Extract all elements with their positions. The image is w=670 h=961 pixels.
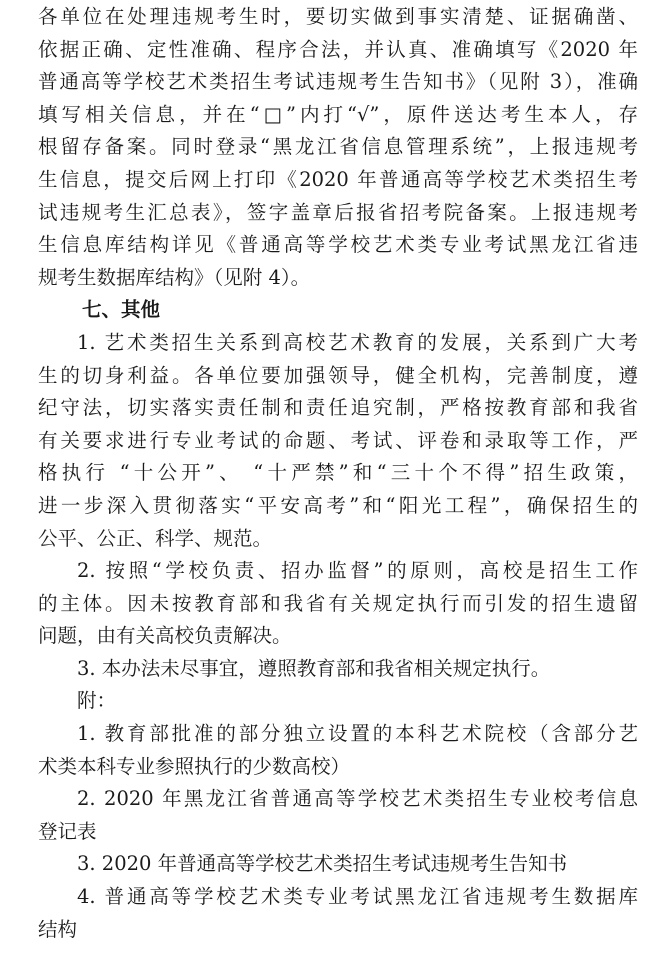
text-line: 各单位在处理违规考生时，要切实做到事实清楚、证据确凿、: [38, 5, 638, 28]
text-line: 生信息库结构详见《普通高等学校艺术类专业考试黑龙江省违: [38, 233, 638, 257]
text-line: 问题，由有关高校负责解决。: [38, 624, 292, 648]
item-3-paragraph: 3. 本办法未尽事宜，遵照教育部和我省相关规定执行。: [77, 656, 551, 680]
text-line: 4. 普通高等学校艺术类专业考试黑龙江省违规考生数据库: [77, 885, 638, 909]
section-heading: 七、其他: [82, 298, 161, 322]
item-2-paragraph: [38, 555, 638, 653]
text-line: 有关要求进行专业考试的命题、考试、评卷和录取等工作，严: [38, 428, 638, 452]
document-page: [38, 0, 638, 946]
text-line: 根留存备案。同时登录“黑龙江省信息管理系统”，上报违规考: [38, 135, 638, 159]
item-1-paragraph: [38, 327, 638, 555]
text-line: 进一步深入贯彻落实“平安高考”和“阳光工程”，确保招生的: [38, 493, 638, 517]
text-line: 填写相关信息，并在“□”内打“√”，原件送达考生本人，存: [38, 102, 638, 126]
text-line: 生的切身利益。各单位要加强领导，健全机构，完善制度，遵: [38, 363, 638, 387]
text-line: 2. 2020 年黑龙江省普通高等学校艺术类招生专业校考信息: [77, 787, 638, 811]
text-line: 依据正确、定性准确、程序合法，并认真、准确填写《2020 年: [38, 37, 638, 61]
paragraph-violation-handling: [38, 1, 638, 294]
text-line: 术类本科专业参照执行的少数高校）: [38, 754, 351, 778]
appendix-item-2: [38, 783, 638, 848]
text-line: 2. 按照“学校负责、招办监督”的原则，高校是招生工作: [77, 559, 638, 583]
text-line: 1. 艺术类招生关系到高校艺术教育的发展，关系到广大考: [77, 330, 638, 354]
text-line: 的主体。因未按教育部和我省有关规定执行而引发的招生遗留: [38, 591, 638, 615]
appendix-item-3: 3. 2020 年普通高等学校艺术类招生考试违规考生告知书: [77, 852, 568, 876]
text-line: 公平、公正、科学、规范。: [38, 526, 273, 550]
text-line: 纪守法，切实落实责任制和责任追究制，严格按教育部和我省: [38, 396, 638, 420]
text-line: 试违规考生汇总表》，签字盖章后报省招考院备案。上报违规考: [38, 200, 638, 224]
text-line: 结构: [38, 917, 78, 941]
text-line: 格执行 “十公开”、 “十严禁”和“三十个不得”招生政策，: [38, 461, 638, 485]
appendix-item-4: [38, 881, 638, 946]
text-line: 1. 教育部批准的部分独立设置的本科艺术院校（含部分艺: [77, 722, 638, 746]
text-line: 规考生数据库结构》（见附 4）。: [38, 265, 311, 289]
text-line: 普通高等学校艺术类招生考试违规考生告知书》（见附 3），准确: [38, 70, 638, 94]
appendix-item-1: [38, 718, 638, 783]
text-line: 生信息，提交后网上打印《2020 年普通高等学校艺术类招生考: [38, 167, 638, 191]
appendix-label: 附：: [77, 689, 117, 713]
text-line: 登记表: [38, 819, 97, 843]
